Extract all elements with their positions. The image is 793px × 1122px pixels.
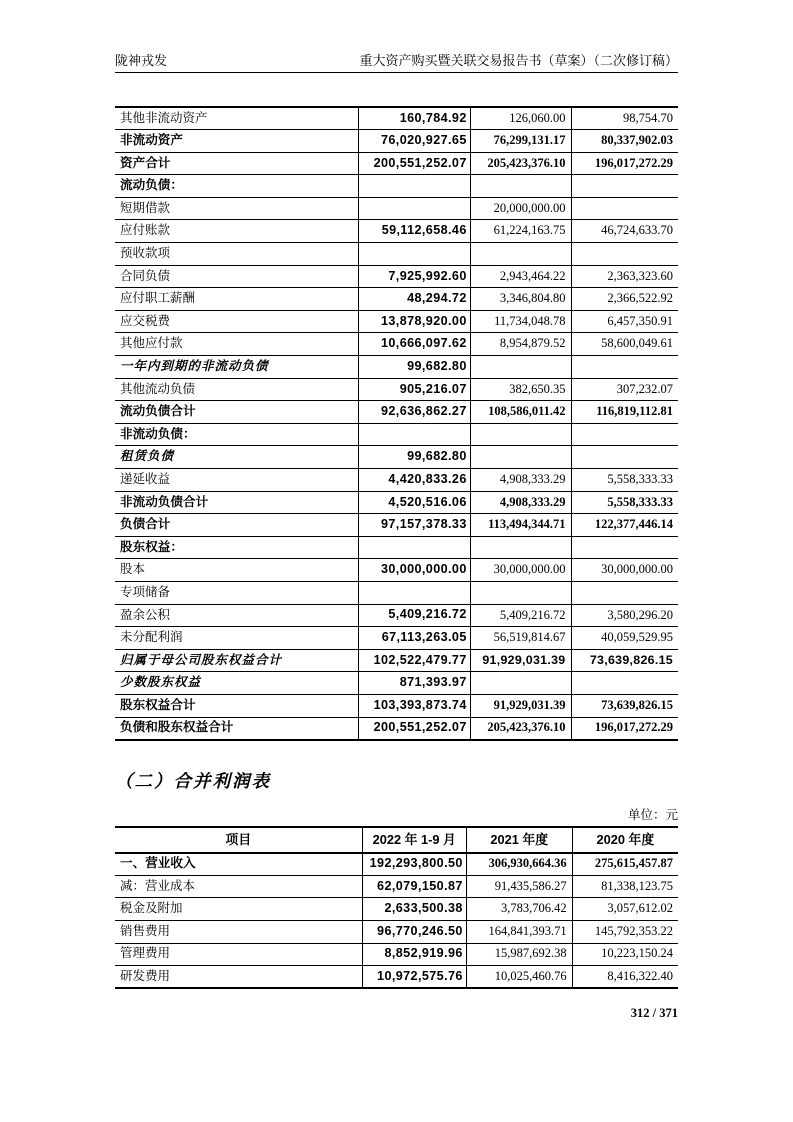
table-row xyxy=(115,378,678,401)
value-cell-col3 xyxy=(470,536,571,559)
value-cell-col4 xyxy=(571,356,678,379)
table-row xyxy=(115,604,678,627)
value-cell-col4: 81,338,123.75 xyxy=(572,875,678,898)
value-cell-col2 xyxy=(358,581,470,604)
value-cell-col4: 80,337,902.03 xyxy=(571,130,678,153)
value-cell-col3 xyxy=(470,672,571,695)
value-cell-col3: 4,908,333.29 xyxy=(470,491,571,514)
item-label-cell: 税金及附加 xyxy=(115,898,362,921)
value-cell-col4: 6,457,350.91 xyxy=(571,310,678,333)
value-cell-col3: 113,494,344.71 xyxy=(470,514,571,537)
value-cell-col3: 306,930,664.36 xyxy=(466,853,572,876)
column-header-2022: 2022 年 1-9 月 xyxy=(362,827,466,853)
value-cell-col3 xyxy=(470,446,571,469)
table-row xyxy=(115,220,678,243)
table-row xyxy=(115,401,678,424)
column-header-2020: 2020 年度 xyxy=(572,827,678,853)
value-cell-col2: 905,216.07 xyxy=(358,378,470,401)
item-label-cell: 股东权益合计 xyxy=(115,694,358,717)
value-cell-col2: 200,551,252.07 xyxy=(358,152,470,175)
table-row xyxy=(115,649,678,672)
table-row xyxy=(115,898,678,921)
item-label-cell: 应交税费 xyxy=(115,310,358,333)
table-row xyxy=(115,559,678,582)
value-cell-col3: 91,929,031.39 xyxy=(470,649,571,672)
value-cell-col3: 91,435,586.27 xyxy=(466,875,572,898)
value-cell-col2: 30,000,000.00 xyxy=(358,559,470,582)
value-cell-col2: 67,113,263.05 xyxy=(358,627,470,650)
page-header xyxy=(115,50,678,73)
value-cell-col4: 122,377,446.14 xyxy=(571,514,678,537)
value-cell-col3: 76,299,131.17 xyxy=(470,130,571,153)
value-cell-col2: 76,020,927.65 xyxy=(358,130,470,153)
value-cell-col4: 2,366,522.92 xyxy=(571,288,678,311)
value-cell-col2: 160,784.92 xyxy=(358,107,470,130)
value-cell-col4: 196,017,272.29 xyxy=(571,717,678,740)
item-label-cell: 其他应付款 xyxy=(115,333,358,356)
income-table-header-row xyxy=(115,827,678,853)
item-label-cell: 负债和股东权益合计 xyxy=(115,717,358,740)
table-row xyxy=(115,920,678,943)
table-row xyxy=(115,243,678,266)
value-cell-col2 xyxy=(358,243,470,266)
table-row xyxy=(115,107,678,130)
item-label-cell: 非流动负债： xyxy=(115,423,358,446)
value-cell-col2 xyxy=(358,536,470,559)
value-cell-col2: 102,522,479.77 xyxy=(358,649,470,672)
value-cell-col4: 307,232.07 xyxy=(571,378,678,401)
value-cell-col4: 5,558,333.33 xyxy=(571,469,678,492)
item-label-cell: 预收款项 xyxy=(115,243,358,266)
value-cell-col3: 56,519,814.67 xyxy=(470,627,571,650)
value-cell-col3: 126,060.00 xyxy=(470,107,571,130)
value-cell-col2: 192,293,800.50 xyxy=(362,853,466,876)
value-cell-col3: 2,943,464.22 xyxy=(470,265,571,288)
item-label-cell: 专项储备 xyxy=(115,581,358,604)
value-cell-col2: 10,972,575.76 xyxy=(362,966,466,989)
header-report-title: 重大资产购买暨关联交易报告书（草案）（二次修订稿） xyxy=(359,53,678,68)
table-row xyxy=(115,514,678,537)
value-cell-col3: 8,954,879.52 xyxy=(470,333,571,356)
value-cell-col4 xyxy=(571,581,678,604)
value-cell-col2: 48,294.72 xyxy=(358,288,470,311)
value-cell-col2: 99,682.80 xyxy=(358,446,470,469)
value-cell-col3: 382,650.35 xyxy=(470,378,571,401)
value-cell-col2 xyxy=(358,175,470,198)
value-cell-col2 xyxy=(358,423,470,446)
value-cell-col4: 116,819,112.81 xyxy=(571,401,678,424)
table-row xyxy=(115,197,678,220)
table-row xyxy=(115,627,678,650)
table-row xyxy=(115,423,678,446)
item-label-cell: 短期借款 xyxy=(115,197,358,220)
table-row xyxy=(115,288,678,311)
table-row xyxy=(115,694,678,717)
value-cell-col2: 4,420,833.26 xyxy=(358,469,470,492)
item-label-cell: 未分配利润 xyxy=(115,627,358,650)
item-label-cell: 非流动负债合计 xyxy=(115,491,358,514)
value-cell-col3: 205,423,376.10 xyxy=(470,152,571,175)
unit-label: 单位：元 xyxy=(627,807,678,822)
table-row xyxy=(115,152,678,175)
item-label-cell: 减：营业成本 xyxy=(115,875,362,898)
value-cell-col2: 92,636,862.27 xyxy=(358,401,470,424)
value-cell-col3: 30,000,000.00 xyxy=(470,559,571,582)
value-cell-col4 xyxy=(571,672,678,695)
value-cell-col2: 97,157,378.33 xyxy=(358,514,470,537)
value-cell-col4 xyxy=(571,175,678,198)
value-cell-col3 xyxy=(470,423,571,446)
value-cell-col2 xyxy=(358,197,470,220)
value-cell-col4 xyxy=(571,446,678,469)
value-cell-col3 xyxy=(470,356,571,379)
item-label-cell: 非流动资产 xyxy=(115,130,358,153)
value-cell-col2: 103,393,873.74 xyxy=(358,694,470,717)
item-label-cell: 租赁负债 xyxy=(115,446,358,469)
value-cell-col4: 73,639,826.15 xyxy=(571,649,678,672)
value-cell-col4: 10,223,150.24 xyxy=(572,943,678,966)
value-cell-col4: 46,724,633.70 xyxy=(571,220,678,243)
table-row xyxy=(115,469,678,492)
table-row xyxy=(115,175,678,198)
value-cell-col3 xyxy=(470,581,571,604)
item-label-cell: 股本 xyxy=(115,559,358,582)
value-cell-col2: 62,079,150.87 xyxy=(362,875,466,898)
value-cell-col3: 91,929,031.39 xyxy=(470,694,571,717)
value-cell-col3: 108,586,011.42 xyxy=(470,401,571,424)
value-cell-col3: 15,987,692.38 xyxy=(466,943,572,966)
item-label-cell: 少数股东权益 xyxy=(115,672,358,695)
value-cell-col4 xyxy=(571,243,678,266)
table-row xyxy=(115,446,678,469)
table-row xyxy=(115,130,678,153)
table-row xyxy=(115,853,678,876)
balance-sheet-table xyxy=(115,106,678,741)
value-cell-col3: 11,734,048.78 xyxy=(470,310,571,333)
page-footer xyxy=(115,1006,678,1021)
header-company-name: 陇神戎发 xyxy=(115,53,168,68)
value-cell-col2: 13,878,920.00 xyxy=(358,310,470,333)
table-row xyxy=(115,672,678,695)
value-cell-col4 xyxy=(571,536,678,559)
item-label-cell: 资产合计 xyxy=(115,152,358,175)
table-row xyxy=(115,536,678,559)
item-label-cell: 递延收益 xyxy=(115,469,358,492)
value-cell-col4: 98,754.70 xyxy=(571,107,678,130)
table-row xyxy=(115,265,678,288)
value-cell-col2: 99,682.80 xyxy=(358,356,470,379)
item-label-cell: 管理费用 xyxy=(115,943,362,966)
value-cell-col4: 58,600,049.61 xyxy=(571,333,678,356)
item-label-cell: 销售费用 xyxy=(115,920,362,943)
value-cell-col4: 196,017,272.29 xyxy=(571,152,678,175)
value-cell-col4: 3,580,296.20 xyxy=(571,604,678,627)
item-label-cell: 流动负债： xyxy=(115,175,358,198)
value-cell-col3: 20,000,000.00 xyxy=(470,197,571,220)
value-cell-col4: 30,000,000.00 xyxy=(571,559,678,582)
value-cell-col2: 96,770,246.50 xyxy=(362,920,466,943)
item-label-cell: 归属于母公司股东权益合计 xyxy=(115,649,358,672)
table-row xyxy=(115,491,678,514)
value-cell-col2: 4,520,516.06 xyxy=(358,491,470,514)
column-header-2021: 2021 年度 xyxy=(466,827,572,853)
value-cell-col2: 871,393.97 xyxy=(358,672,470,695)
value-cell-col2: 59,112,658.46 xyxy=(358,220,470,243)
item-label-cell: 一、营业收入 xyxy=(115,853,362,876)
value-cell-col4: 5,558,333.33 xyxy=(571,491,678,514)
item-label-cell: 其他非流动资产 xyxy=(115,107,358,130)
table-row xyxy=(115,875,678,898)
value-cell-col4 xyxy=(571,423,678,446)
item-label-cell: 一年内到期的非流动负债 xyxy=(115,356,358,379)
item-label-cell: 负债合计 xyxy=(115,514,358,537)
item-label-cell: 股东权益： xyxy=(115,536,358,559)
item-label-cell: 流动负债合计 xyxy=(115,401,358,424)
table-row xyxy=(115,333,678,356)
value-cell-col4: 275,615,457.87 xyxy=(572,853,678,876)
income-statement-table xyxy=(115,826,678,990)
value-cell-col3: 3,346,804.80 xyxy=(470,288,571,311)
table-row xyxy=(115,310,678,333)
value-cell-col4 xyxy=(571,197,678,220)
item-label-cell: 其他流动负债 xyxy=(115,378,358,401)
value-cell-col2: 8,852,919.96 xyxy=(362,943,466,966)
value-cell-col4: 73,639,826.15 xyxy=(571,694,678,717)
table-row xyxy=(115,717,678,740)
value-cell-col3 xyxy=(470,243,571,266)
value-cell-col2: 10,666,097.62 xyxy=(358,333,470,356)
value-cell-col2: 7,925,992.60 xyxy=(358,265,470,288)
value-cell-col4: 3,057,612.02 xyxy=(572,898,678,921)
table-row xyxy=(115,356,678,379)
value-cell-col3: 4,908,333.29 xyxy=(470,469,571,492)
section-title: （二）合并利润表 xyxy=(115,770,271,791)
value-cell-col2: 5,409,216.72 xyxy=(358,604,470,627)
value-cell-col4: 8,416,322.40 xyxy=(572,966,678,989)
column-header-item: 项目 xyxy=(115,827,362,853)
table-row xyxy=(115,581,678,604)
page-number: 312 / 371 xyxy=(630,1006,678,1021)
item-label-cell: 盈余公积 xyxy=(115,604,358,627)
value-cell-col4: 40,059,529.95 xyxy=(571,627,678,650)
value-cell-col3: 61,224,163.75 xyxy=(470,220,571,243)
value-cell-col3: 205,423,376.10 xyxy=(470,717,571,740)
item-label-cell: 应付账款 xyxy=(115,220,358,243)
value-cell-col3: 164,841,393.71 xyxy=(466,920,572,943)
table-row xyxy=(115,966,678,989)
value-cell-col2: 200,551,252.07 xyxy=(358,717,470,740)
value-cell-col4: 2,363,323.60 xyxy=(571,265,678,288)
table-row xyxy=(115,943,678,966)
item-label-cell: 合同负债 xyxy=(115,265,358,288)
value-cell-col3 xyxy=(470,175,571,198)
item-label-cell: 研发费用 xyxy=(115,966,362,989)
value-cell-col3: 10,025,460.76 xyxy=(466,966,572,989)
value-cell-col3: 5,409,216.72 xyxy=(470,604,571,627)
value-cell-col3: 3,783,706.42 xyxy=(466,898,572,921)
value-cell-col4: 145,792,353.22 xyxy=(572,920,678,943)
item-label-cell: 应付职工薪酬 xyxy=(115,288,358,311)
value-cell-col2: 2,633,500.38 xyxy=(362,898,466,921)
